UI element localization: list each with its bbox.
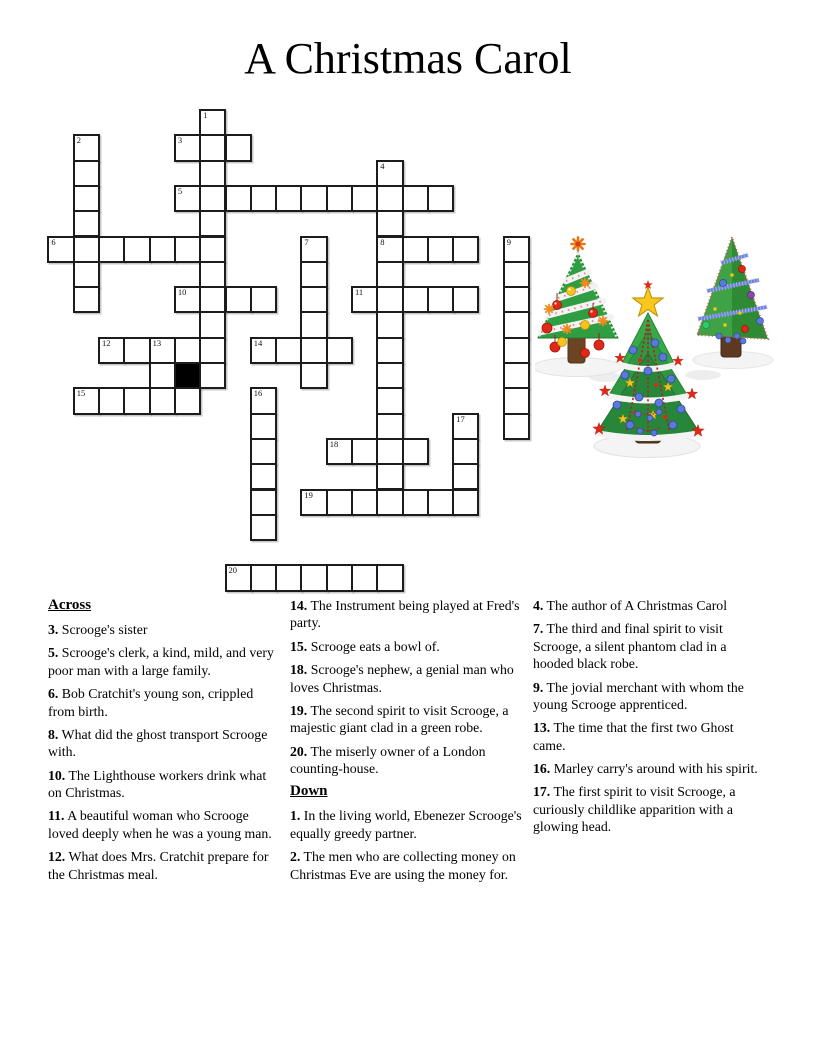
grid-cell[interactable] [250, 387, 277, 414]
grid-cell[interactable] [427, 185, 454, 212]
clue-6: 6. Bob Cratchit's young son, crippled from birth. [48, 686, 254, 719]
grid-cell[interactable] [275, 564, 302, 591]
grid-cell[interactable] [376, 337, 403, 364]
grid-cell[interactable] [174, 134, 201, 161]
grid-cell[interactable] [326, 438, 353, 465]
grid-cell[interactable] [376, 210, 403, 237]
grid-cell[interactable] [326, 337, 353, 364]
grid-cell[interactable] [351, 185, 378, 212]
grid-cell[interactable] [452, 438, 479, 465]
grid-cell[interactable] [376, 438, 403, 465]
clue-number: 11. [48, 808, 65, 824]
grid-cell[interactable] [73, 261, 100, 288]
clue-number: 2. [290, 849, 301, 865]
grid-cell[interactable] [123, 337, 150, 364]
grid-cell[interactable] [326, 185, 353, 212]
grid-cell[interactable] [199, 286, 226, 313]
grid-cell[interactable] [452, 286, 479, 313]
clue-19: 19. The second spirit to visit Scrooge, a majestic giant clad in a green robe. [290, 702, 509, 736]
christmas-trees-illustration [535, 225, 775, 460]
clue-number: 3. [48, 622, 59, 637]
clue-number: 4. [533, 598, 544, 613]
grid-cell[interactable] [376, 489, 403, 516]
clue-number: 15. [290, 638, 308, 654]
cell-number: 19 [304, 489, 313, 500]
grid-cell[interactable] [174, 286, 201, 313]
grid-cell[interactable] [300, 286, 327, 313]
cell-number: 15 [76, 388, 86, 399]
across-header: Across [48, 597, 92, 613]
grid-cell[interactable] [300, 337, 327, 364]
grid-cell[interactable] [199, 210, 226, 237]
cell-number: 1 [203, 110, 208, 120]
cell-number: 18 [329, 438, 339, 449]
grid-cell[interactable] [250, 337, 277, 364]
clue-column-2 [290, 597, 524, 889]
cell-number: 10 [177, 287, 187, 298]
grid-cell[interactable] [275, 337, 302, 364]
grid-cell[interactable] [300, 236, 327, 263]
grid-cell[interactable] [199, 362, 226, 389]
clue-number: 8. [48, 726, 59, 742]
grid-cell[interactable] [503, 311, 530, 338]
grid-cell[interactable] [300, 362, 327, 389]
grid-cell[interactable] [250, 514, 277, 541]
grid-cell[interactable] [503, 387, 530, 414]
grid-cell[interactable] [452, 463, 479, 490]
clue-number: 13. [533, 720, 551, 736]
grid-cell[interactable] [225, 564, 252, 591]
grid-cell[interactable] [376, 261, 403, 288]
grid-cell[interactable] [300, 311, 327, 338]
grid-cell[interactable] [73, 134, 100, 161]
grid-cell[interactable] [199, 261, 226, 288]
grid-cell[interactable] [402, 286, 429, 313]
clue-number: 18. [290, 662, 308, 678]
grid-cell[interactable] [427, 236, 454, 263]
grid-cell[interactable] [174, 337, 201, 364]
grid-cell[interactable] [98, 236, 125, 263]
grid-cell[interactable] [174, 185, 201, 212]
grid-cell[interactable] [225, 134, 252, 161]
grid-cell[interactable] [376, 362, 403, 389]
grid-cell[interactable] [123, 236, 150, 263]
grid-cell[interactable] [199, 160, 226, 187]
grid-cell[interactable] [250, 489, 277, 516]
clue-18: 18. Scrooge's nephew, a genial man who loves Christmas. [290, 662, 514, 695]
grid-cell[interactable] [503, 362, 530, 389]
grid-cell[interactable] [199, 236, 226, 263]
grid-cell[interactable] [73, 160, 100, 187]
clue-15: 15. Scrooge eats a bowl of. [290, 638, 440, 654]
cell-number: 2 [76, 135, 81, 146]
clue-number: 20. [290, 743, 308, 759]
grid-cell[interactable] [376, 463, 403, 490]
clue-16: 16. Marley carry's around with his spirit. [533, 761, 758, 776]
cell-number: 13 [152, 337, 162, 348]
cell-number: 5 [177, 185, 183, 196]
clue-number: 16. [533, 761, 551, 776]
grid-cell[interactable] [427, 286, 454, 313]
grid-cell[interactable] [402, 236, 429, 263]
grid-cell[interactable] [402, 489, 429, 516]
down-header: Down [290, 783, 328, 800]
clue-number: 5. [48, 645, 59, 661]
grid-cell[interactable] [452, 413, 479, 440]
clue-number: 7. [533, 621, 544, 637]
clue-number: 12. [48, 849, 66, 865]
clue-10: 10. The Lighthouse workers drink what on Christmas. [48, 767, 267, 800]
grid-cell[interactable] [250, 438, 277, 465]
cell-number: 3 [177, 135, 183, 146]
grid-cell[interactable] [351, 286, 378, 313]
grid-cell[interactable] [351, 564, 378, 591]
grid-cell[interactable] [503, 413, 530, 440]
cell-number: 20 [228, 565, 237, 576]
grid-cell[interactable] [149, 236, 176, 263]
cell-number: 11 [355, 287, 364, 298]
grid-cell[interactable] [376, 160, 403, 187]
grid-cell[interactable] [376, 185, 403, 212]
grid-cell[interactable] [47, 236, 74, 263]
clue-2: 2. The men who are collecting money on Christmas Eve are using the money for. [290, 849, 516, 882]
cell-number: 9 [506, 236, 512, 247]
snow-blob [685, 370, 721, 380]
clue-number: 9. [533, 679, 544, 695]
grid-cell[interactable] [376, 286, 403, 313]
clue-20: 20. The miserly owner of a London counting-house. [290, 743, 486, 776]
clue-4: 4. The author of A Christmas Carol [533, 598, 728, 613]
clue-1: 1. In the living world, Ebenezer Scrooge's equally greedy partner. [290, 808, 522, 841]
grid-cell[interactable] [250, 413, 277, 440]
grid-cell[interactable] [300, 489, 327, 516]
grid-cell[interactable] [351, 489, 378, 516]
grid-cell[interactable] [123, 387, 150, 414]
grid-cell[interactable] [149, 337, 176, 364]
grid-cell[interactable] [73, 286, 100, 313]
cell-number: 7 [304, 236, 309, 247]
clue-number: 1. [290, 808, 301, 824]
clue-7: 7. The third and final spirit to visit Scrooge, a silent phantom clad in a hooded black robe. [533, 621, 727, 672]
grid-cell[interactable] [427, 489, 454, 516]
clue-12: 12. What does Mrs. Cratchit prepare for the Christmas meal. [48, 849, 269, 882]
grid-cell[interactable] [98, 337, 125, 364]
clue-11: 11. A beautiful woman who Scrooge loved deeply when he was a young man. [48, 808, 272, 841]
grid-cell[interactable] [275, 185, 302, 212]
grid-cell[interactable] [503, 337, 530, 364]
clue-number: 10. [48, 767, 66, 783]
grid-cell[interactable] [503, 236, 530, 263]
tree-right [693, 237, 773, 369]
grid-cell[interactable] [300, 185, 327, 212]
grid-cell[interactable] [199, 337, 226, 364]
grid-cell[interactable] [73, 236, 100, 263]
grid-cell[interactable] [300, 564, 327, 591]
clue-5: 5. Scrooge's clerk, a kind, mild, and very poor man with a large family. [48, 645, 274, 678]
clue-number: 17. [533, 784, 551, 800]
grid-cell[interactable] [376, 564, 403, 591]
grid-cell[interactable] [149, 362, 176, 389]
grid-cell[interactable] [250, 185, 277, 212]
grid-cell[interactable] [503, 286, 530, 313]
clue-13: 13. The time that the first two Ghost came. [533, 720, 734, 753]
grid-cell[interactable] [225, 185, 252, 212]
clue-number: 6. [48, 686, 59, 702]
grid-cell[interactable] [98, 387, 125, 414]
grid-cell[interactable] [300, 261, 327, 288]
cell-number: 4 [380, 160, 385, 171]
grid-cell[interactable] [376, 387, 403, 414]
black-cell [174, 362, 201, 389]
grid-cell[interactable] [376, 236, 403, 263]
cell-number: 16 [253, 388, 263, 399]
grid-cell[interactable] [326, 489, 353, 516]
grid-cell[interactable] [351, 438, 378, 465]
tree-left [535, 237, 621, 376]
grid-cell[interactable] [503, 261, 530, 288]
grid-cell[interactable] [199, 185, 226, 212]
cell-number: 14 [253, 337, 263, 348]
grid-cell[interactable] [174, 236, 201, 263]
grid-cell[interactable] [199, 134, 226, 161]
cell-number: 12 [102, 337, 111, 348]
clue-column-3 [533, 597, 769, 842]
grid-cell[interactable] [402, 185, 429, 212]
page-title: A Christmas Carol [244, 34, 572, 83]
grid-cell[interactable] [402, 438, 429, 465]
cell-number: 17 [456, 413, 465, 424]
clue-17: 17. The first spirit to visit Scrooge, a curiously childlike apparition with a glowing head. [533, 784, 736, 835]
grid-cell[interactable] [199, 311, 226, 338]
clue-3: 3. Scrooge's sister [48, 622, 148, 637]
grid-cell[interactable] [73, 387, 100, 414]
grid-cell[interactable] [376, 413, 403, 440]
clue-8: 8. What did the ghost transport Scrooge with. [48, 726, 268, 760]
grid-cell[interactable] [73, 185, 100, 212]
grid-cell[interactable] [250, 463, 277, 490]
grid-cell[interactable] [225, 286, 252, 313]
grid-cell[interactable] [199, 109, 226, 136]
grid-cell[interactable] [250, 286, 277, 313]
grid-cell[interactable] [452, 489, 479, 516]
grid-cell[interactable] [326, 564, 353, 591]
grid-cell[interactable] [174, 387, 201, 414]
grid-cell[interactable] [149, 387, 176, 414]
clue-14: 14. The Instrument being played at Fred's party. [290, 598, 520, 631]
grid-cell[interactable] [376, 311, 403, 338]
cell-number: 8 [380, 236, 385, 247]
grid-cell[interactable] [250, 564, 277, 591]
clue-number: 14. [290, 598, 308, 613]
clue-number: 19. [290, 702, 308, 718]
grid-cell[interactable] [452, 236, 479, 263]
clue-9: 9. The jovial merchant with whom the young Scrooge apprenticed. [533, 679, 744, 712]
clue-column-1 [48, 597, 282, 889]
cell-number: 6 [51, 236, 56, 247]
grid-cell[interactable] [73, 210, 100, 237]
